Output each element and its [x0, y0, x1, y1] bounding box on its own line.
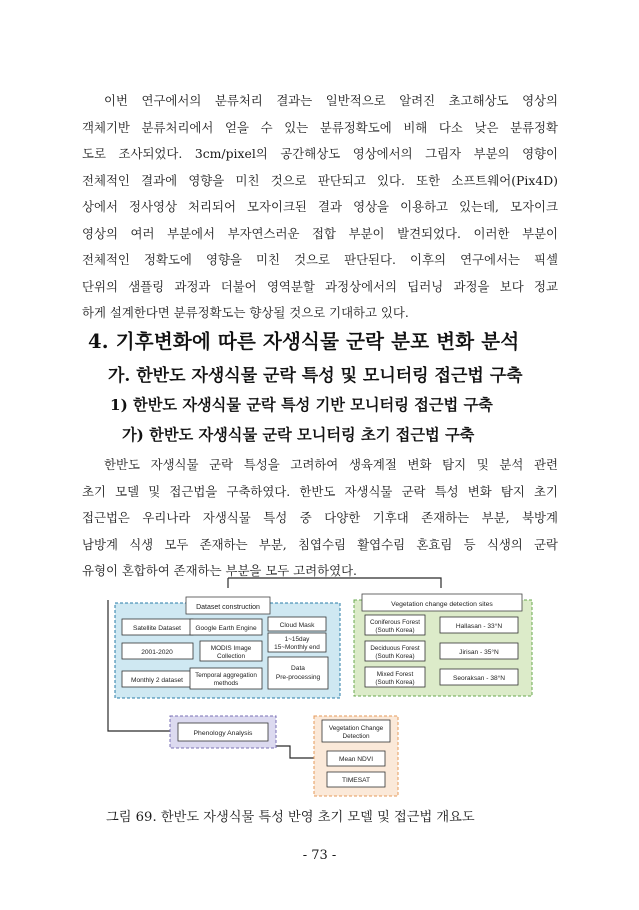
pre-processing-label-1: Data: [291, 665, 305, 672]
vcd-title-label-2: Detection: [342, 733, 370, 740]
page-number: - 73 -: [302, 848, 337, 863]
deciduous-forest-label-1: Deciduous Forest: [370, 645, 420, 652]
jirisan-label: Jirisan - 35°N: [459, 649, 499, 656]
text-line: 접근법은 우리나라 자생식물 특성 중 다양한 기후대 존재하는 부분, 북방계: [82, 510, 558, 525]
mixed-forest-label-1: Mixed Forest: [376, 671, 414, 678]
text-line: 상에서 정사영상 처리되어 모자이크된 결과 영상을 이용하고 있는데, 모자이크: [82, 199, 558, 214]
text-line: 남방계 식생 모두 존재하는 부분, 침엽수림 활엽수림 혼효림 등 식생의 군락: [82, 536, 558, 552]
dataset-construction-title: Dataset construction: [196, 604, 260, 611]
pre-processing-box: [268, 657, 328, 689]
hallasan-label: Hallasan - 33°N: [455, 623, 503, 630]
period-label: 2001-2020: [141, 649, 173, 656]
day-range-label-1: 1~15day: [284, 636, 310, 643]
text-line: 한반도 자생식물 군락 특성을 고려하여 생육계절 변화 탐지 및 분석 관련: [104, 457, 558, 472]
text-line: 전체적인 결과에 영향을 미친 것으로 판단되고 있다. 또한 소프트웨어(Pix4D): [82, 172, 558, 188]
text-line: 하게 설계한다면 분류정확도는 향상될 것으로 기대하고 있다.: [82, 305, 409, 320]
section-heading: 4. 기후변화에 따른 자생식물 군락 분포 변화 분석: [88, 330, 520, 353]
text-line: 전체적인 정확도에 영향을 미친 것으로 판단된다. 이후의 연구에서는 픽셀: [82, 252, 558, 267]
detection-sites-title: Vegetation change detection sites: [391, 601, 493, 608]
coniferous-forest-label-2: (South Korea): [375, 627, 415, 634]
modis-collection-label-1: MODIS Image: [210, 645, 252, 652]
timesat-label: TIMESAT: [341, 777, 371, 784]
mixed-forest-label-2: (South Korea): [375, 679, 415, 686]
temporal-aggregation-label-2: methods: [213, 680, 239, 687]
text-line: 유형이 혼합하여 존재하는 부분을 모두 고려하였다.: [82, 563, 357, 578]
text-line: 단위의 샘플링 과정과 더불어 영역분할 과정상에서의 딥러닝 과정을 보다 정교: [82, 278, 558, 294]
figure-caption: 그림 69. 한반도 자생식물 특성 반영 초기 모델 및 접근법 개요도: [106, 810, 475, 825]
text-line: 도로 조사되었다. 3cm/pixel의 공간해상도 영상에서의 그림자 부분의 영향이: [82, 146, 558, 161]
pre-processing-label-2: Pre-processing: [275, 674, 321, 681]
cloud-mask-label: Cloud Mask: [279, 622, 315, 629]
sub-subsection-heading: 1) 한반도 자생식물 군락 특성 기반 모니터링 접근법 구축: [110, 396, 493, 414]
modis-collection-label-2: Collection: [216, 653, 246, 660]
deciduous-forest-label-2: (South Korea): [375, 653, 415, 660]
text-line: 객체기반 분류처리에서 얻을 수 있는 분류정확도에 비해 다소 낮은 분류정확: [82, 119, 558, 135]
phenology-label: Phenology Analysis: [193, 730, 253, 737]
monthly-dataset-label: Monthly 2 dataset: [130, 677, 184, 684]
text-line: 이번 연구에서의 분류처리 결과는 일반적으로 알려진 초고해상도 영상의: [104, 93, 558, 108]
seoraksan-label: Seoraksan - 38°N: [452, 675, 506, 682]
mean-ndvi-label: Mean NDVI: [338, 756, 374, 763]
subsection-heading: 가. 한반도 자생식물 군락 특성 및 모니터링 접근법 구축: [108, 366, 523, 386]
text-line: 초기 모델 및 접근법을 구축하였다. 한반도 자생식물 군락 특성 변화 탐지 초기: [82, 483, 558, 499]
coniferous-forest-label-1: Coniferous Forest: [369, 619, 421, 626]
google-earth-engine-label: Google Earth Engine: [195, 625, 257, 632]
sub-sub-subsection-heading: 가) 한반도 자생식물 군락 모니터링 초기 접근법 구축: [122, 426, 475, 444]
satellite-dataset-label: Satellite Dataset: [132, 625, 182, 632]
temporal-aggregation-label-1: Temporal aggregation: [195, 672, 257, 679]
day-range-label-2: 15~Monthly end: [274, 644, 320, 651]
vcd-title-label-1: Vegetation Change: [328, 725, 384, 732]
text-line: 영상의 여러 부분에서 부자연스러운 접합 부분이 발견되었다. 이러한 부분이: [82, 225, 558, 241]
